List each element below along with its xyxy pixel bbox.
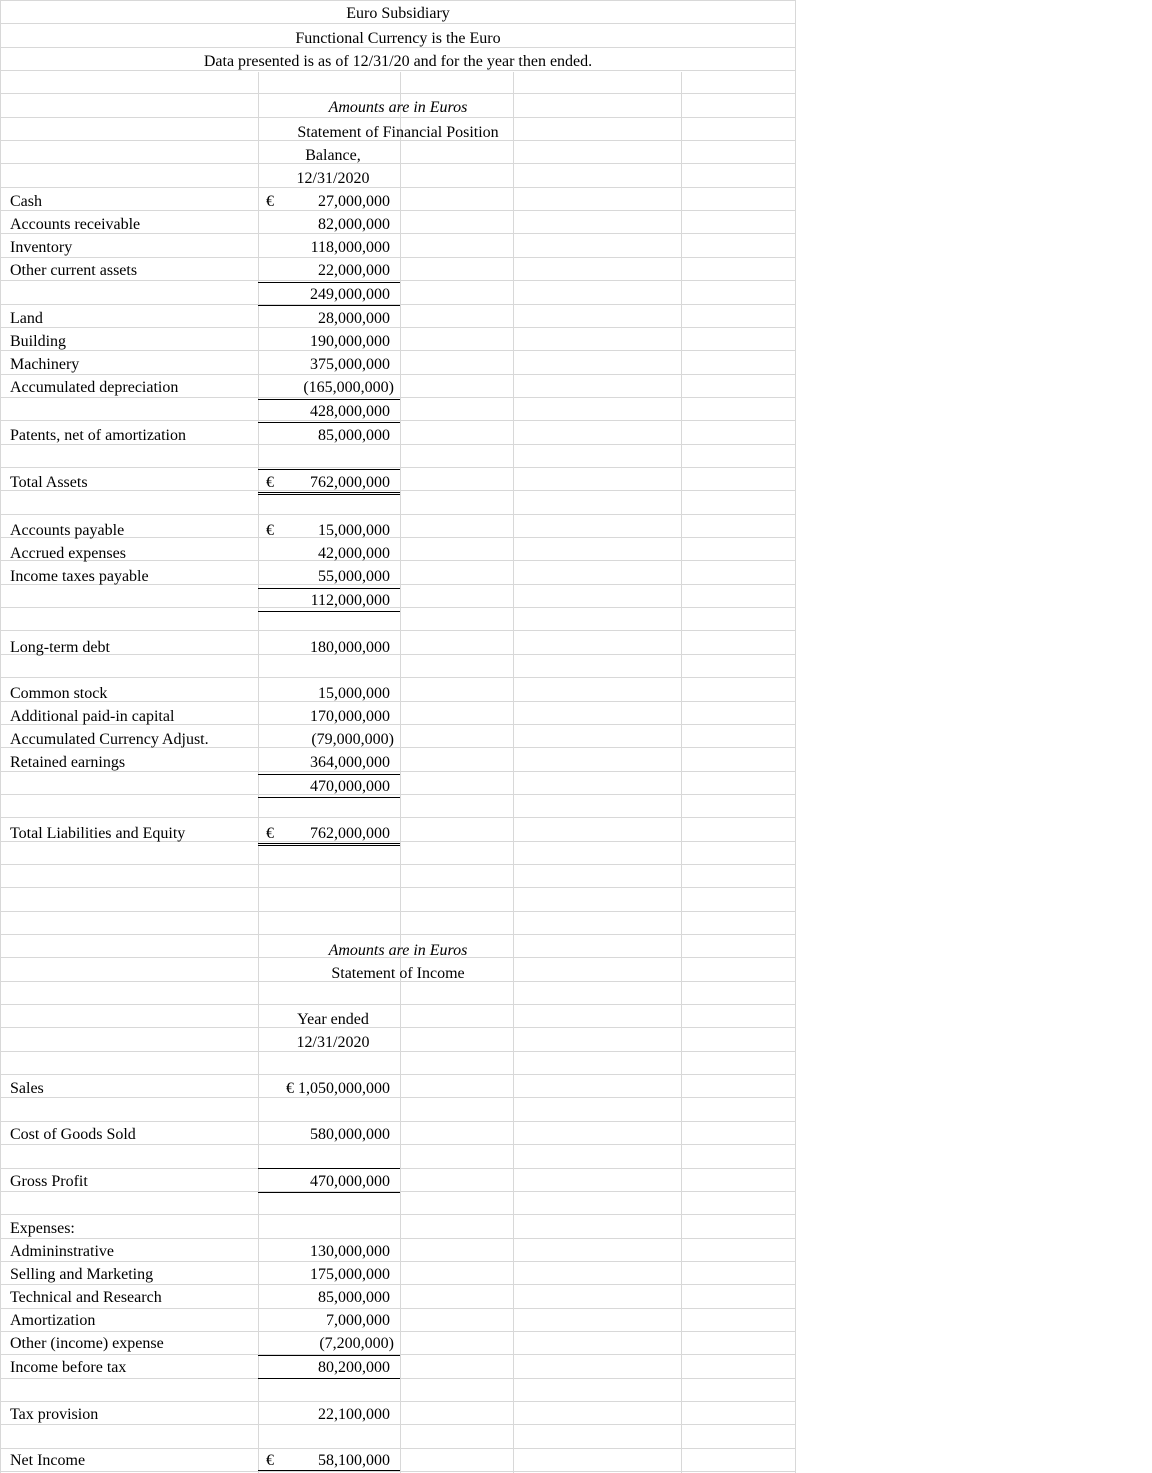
subtotal-rule [258, 1470, 400, 1471]
row-total-assets-label: Total Assets [10, 474, 88, 491]
row-ap-value: 15,000,000 [318, 522, 390, 539]
subtotal-rule [258, 422, 400, 423]
grid-row-line [0, 490, 796, 491]
row-selling-value: 175,000,000 [310, 1266, 390, 1283]
grid-row-line [0, 887, 796, 888]
row-current-total-value: 249,000,000 [310, 286, 390, 303]
row-building-label: Building [10, 333, 67, 350]
subtotal-rule [258, 1168, 400, 1169]
row-apic-label: Additional paid-in capital [10, 708, 175, 725]
row-re-label: Retained earnings [10, 754, 126, 771]
row-net-label: Net Income [10, 1452, 86, 1469]
row-tax-label: Tax provision [10, 1406, 99, 1423]
row-ltd-value: 180,000,000 [310, 639, 390, 656]
row-aca-label: Accumulated Currency Adjust. [10, 731, 209, 748]
row-common-label: Common stock [10, 685, 108, 702]
row-expenses-label: Expenses: [10, 1220, 75, 1237]
grid-col-line [681, 72, 682, 1473]
row-admin-value: 130,000,000 [310, 1243, 390, 1260]
total-top-rule [258, 469, 400, 470]
row-building-value: 190,000,000 [310, 333, 390, 350]
grid-row-line [0, 1424, 796, 1425]
subtotal-rule [258, 1192, 400, 1193]
grid-row-line [0, 1121, 796, 1122]
grid-row-line [0, 210, 796, 211]
row-total-le-label: Total Liabilities and Equity [10, 825, 186, 842]
row-sales-value: € 1,050,000,000 [286, 1080, 390, 1097]
row-gross-value: 470,000,000 [310, 1173, 390, 1190]
row-ltd-label: Long-term debt [10, 639, 110, 656]
is-units: Amounts are in Euros [328, 942, 468, 959]
row-re-value: 364,000,000 [310, 754, 390, 771]
row-current-liab-total-value: 112,000,000 [310, 592, 390, 609]
row-ar-label: Accounts receivable [10, 216, 141, 233]
grid-row-line [0, 1471, 796, 1472]
functional-currency-note: Functional Currency is the Euro [295, 30, 501, 47]
row-accrued-value: 42,000,000 [318, 545, 390, 562]
grid-row-line [0, 607, 796, 608]
row-ppe-total-value: 428,000,000 [310, 403, 390, 420]
row-accrued-label: Accrued expenses [10, 545, 126, 562]
grid-row-line [0, 654, 796, 655]
euro-symbol: € [266, 825, 274, 842]
subtotal-rule [258, 611, 400, 612]
grid-row-line [0, 420, 796, 421]
row-patents-value: 85,000,000 [318, 427, 390, 444]
period-note: Data presented is as of 12/31/20 and for the year then ended. [203, 53, 593, 70]
grid-row-line [0, 817, 796, 818]
bs-units: Amounts are in Euros [328, 99, 468, 116]
grid-row-line [0, 701, 796, 702]
grid-row-line [0, 1074, 796, 1075]
euro-symbol: € [266, 1452, 274, 1469]
row-accum-dep-label: Accumulated depreciation [10, 379, 179, 396]
row-admin-label: Admininstrative [10, 1243, 114, 1260]
row-amort-value: 7,000,000 [326, 1312, 390, 1329]
row-machinery-value: 375,000,000 [310, 356, 390, 373]
row-total-assets-value: 762,000,000 [310, 474, 390, 491]
row-machinery-label: Machinery [10, 356, 80, 373]
grid-col-line [400, 72, 401, 1473]
double-underline [258, 492, 400, 495]
bs-col-head-1: Balance, [305, 147, 361, 164]
euro-symbol: € [266, 522, 274, 539]
is-title: Statement of Income [331, 965, 465, 982]
grid-row-line [0, 934, 796, 935]
grid-row-line [0, 327, 796, 328]
subtotal-rule [258, 797, 400, 798]
euro-symbol: € [266, 193, 274, 210]
grid-row-line [0, 1004, 796, 1005]
row-sales-label: Sales [10, 1080, 44, 1097]
row-income-tax-label: Income taxes payable [10, 568, 149, 585]
company-title: Euro Subsidiary [346, 5, 450, 22]
row-income-tax-value: 55,000,000 [318, 568, 390, 585]
row-tech-value: 85,000,000 [318, 1289, 390, 1306]
row-cogs-value: 580,000,000 [310, 1126, 390, 1143]
double-underline [258, 843, 400, 846]
grid-row-line [0, 1401, 796, 1402]
grid-row-line [0, 1448, 796, 1449]
grid-col-line [513, 72, 514, 1473]
row-apic-value: 170,000,000 [310, 708, 390, 725]
row-cash-value: 27,000,000 [318, 193, 390, 210]
row-inventory-value: 118,000,000 [310, 239, 390, 256]
row-tech-label: Technical and Research [10, 1289, 162, 1306]
grid-row-line [0, 1261, 796, 1262]
subtotal-rule [258, 1378, 400, 1379]
row-other-ca-value: 22,000,000 [318, 262, 390, 279]
grid-row-line [0, 1097, 796, 1098]
row-other-value: (7,200,000) [319, 1335, 394, 1352]
grid-col-line [0, 0, 1, 1473]
grid-row-line [0, 0, 796, 1]
grid-row-line [0, 257, 796, 258]
bs-col-head-2: 12/31/2020 [296, 170, 370, 187]
is-col-head-2: 12/31/2020 [296, 1034, 370, 1051]
row-gross-label: Gross Profit [10, 1173, 88, 1190]
row-ibt-label: Income before tax [10, 1359, 127, 1376]
is-col-head-1: Year ended [297, 1011, 369, 1028]
row-ap-label: Accounts payable [10, 522, 125, 539]
row-equity-total-value: 470,000,000 [310, 778, 390, 795]
grid-row-line [0, 350, 796, 351]
grid-row-line [0, 864, 796, 865]
row-common-value: 15,000,000 [318, 685, 390, 702]
row-patents-label: Patents, net of amortization [10, 427, 186, 444]
grid-row-line [0, 677, 796, 678]
row-selling-label: Selling and Marketing [10, 1266, 154, 1283]
row-net-value: 58,100,000 [318, 1452, 390, 1469]
row-inventory-label: Inventory [10, 239, 73, 256]
bs-title: Statement of Financial Position [297, 124, 499, 141]
row-tax-value: 22,100,000 [318, 1406, 390, 1423]
grid-row-line [0, 1238, 796, 1239]
row-ar-value: 82,000,000 [318, 216, 390, 233]
row-land-label: Land [10, 310, 43, 327]
euro-symbol: € [266, 474, 274, 491]
grid-row-line [0, 794, 796, 795]
row-accum-dep-value: (165,000,000) [303, 379, 394, 396]
row-aca-value: (79,000,000) [311, 731, 394, 748]
grid-row-line [0, 93, 796, 94]
row-other-ca-label: Other current assets [10, 262, 138, 279]
grid-row-line [0, 374, 796, 375]
subtotal-rule [258, 305, 400, 306]
row-ibt-value: 80,200,000 [318, 1359, 390, 1376]
row-amort-label: Amortization [10, 1312, 96, 1329]
grid-row-line [0, 514, 796, 515]
grid-row-line [0, 1214, 796, 1215]
row-land-value: 28,000,000 [318, 310, 390, 327]
row-cogs-label: Cost of Goods Sold [10, 1126, 136, 1143]
row-total-le-value: 762,000,000 [310, 825, 390, 842]
grid-row-line [0, 911, 796, 912]
row-cash-label: Cash [10, 193, 42, 210]
grid-col-line [795, 0, 796, 1473]
row-other-label: Other (income) expense [10, 1335, 164, 1352]
grid-row-line [0, 467, 796, 468]
grid-row-line [0, 630, 796, 631]
